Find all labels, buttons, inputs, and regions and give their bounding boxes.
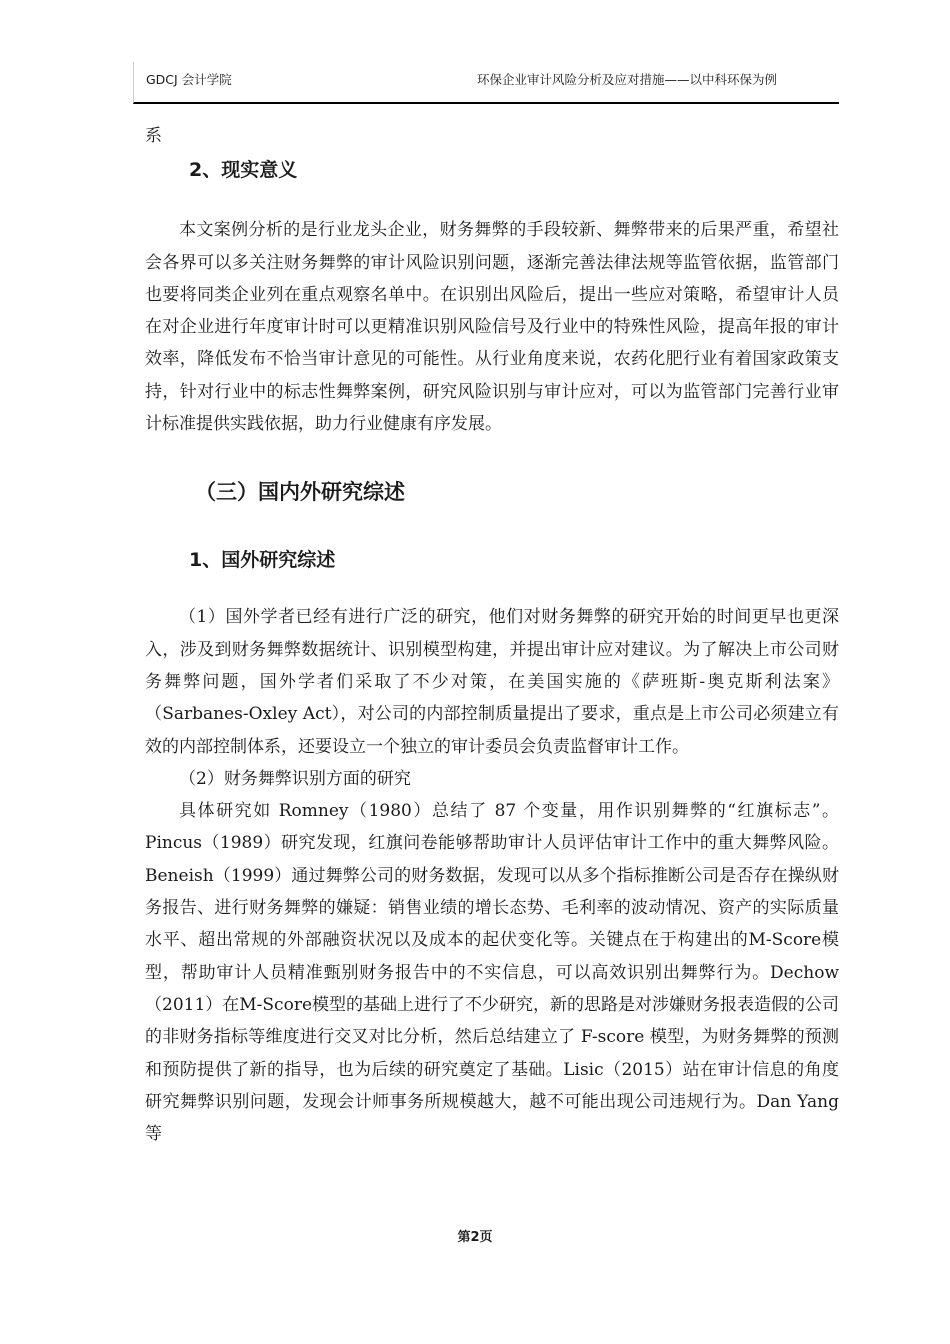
page-body [145,120,839,1150]
paragraph-significance: 本文案例分析的是行业龙头企业，财务舞弊的手段较新、舞弊带来的后果严重，希望社会各界可以多关注财务舞弊的审计风险识别问题，逐渐完善法律法规等监管依据，监管部门也要将同类企业列在重点观察名单中。在识别出风险后，提出一些应对策略，希望审计人员在对企业进行年度审计时可以更精准识别风险信号及行业中的特殊性风险，提高年报的审计效率，降低发布不恰当审计意见的可能性。从行业角度来说，农药化肥行业有着国家政策支持，针对行业中的标志性舞弊案例，研究风险识别与审计应对，可以为监管部门完善行业审计标准提供实践依据，助力行业健康有序发展。 [145,220,839,435]
paragraph-fraud-identification: 具体研究如 Romney（1980）总结了 87 个变量，用作识别舞弊的“红旗标志”。Pincus（1989）研究发现，红旗问卷能够帮助审计人员评估审计工作中的重大舞弊风险。Beneish（1999）通过舞弊公司的财务数据，发现可以从多个指标推断公司是否存在操纵财务报告、进行财务舞弊的嫌疑：销售业绩的增长态势、毛利率的波动情况、资产的实际质量水平、超出常规的外部融资状况以及成本的起伏变化等。关键点在于构建出的M-Score模型，帮助审计人员精准甄别财务报告中的不实信息，可以高效识别出舞弊行为。Dechow（2011）在M-Score模型的基础上进行了不少研究，新的思路是对涉嫌财务报表造假的公司的非财务指标等维度进行交叉对比分析，然后总结建立了 F-score 模型，为财务舞弊的预测和预防提供了新的指导，也为后续的研究奠定了基础。Lisic（2015）站在审计信息的角度研究舞弊识别问题，发现会计师事务所规模越大，越不可能出现公司违规行为。Dan Yang 等 [145,801,840,1145]
header-school: GDCJ 会计学院 [146,72,232,87]
section-2-heading: 2、现实意义 [189,159,298,182]
page-header [133,62,839,104]
section-3-heading: （三）国内外研究综述 [195,480,405,505]
page-number: 第2页 [457,1230,493,1245]
paragraph-foreign-research: （1）国外学者已经有进行广泛的研究，他们对财务舞弊的研究开始的时间更早也更深入，涉及到财务舞弊数据统计、识别模型构建，并提出审计应对建议。为了解决上市公司财务舞弊问题，国外学者们采取了不少对策，在美国实施的《萨班斯-奥克斯利法案》（Sarbanes-Oxley Act），对公司的内部控制质量提出了要求，重点是上市公司必须建立有效的内部控制体系，还要设立一个独立的审计委员会负责监督审计工作。 [145,607,839,757]
subsection-1-heading: 1、国外研究综述 [189,549,336,572]
continuation-text: 系 [145,126,162,146]
paragraph-fraud-identification-title: （2）财务舞弊识别方面的研究 [179,768,411,789]
header-thesis-title: 环保企业审计风险分析及应对措施——以中科环保为例 [476,72,777,87]
